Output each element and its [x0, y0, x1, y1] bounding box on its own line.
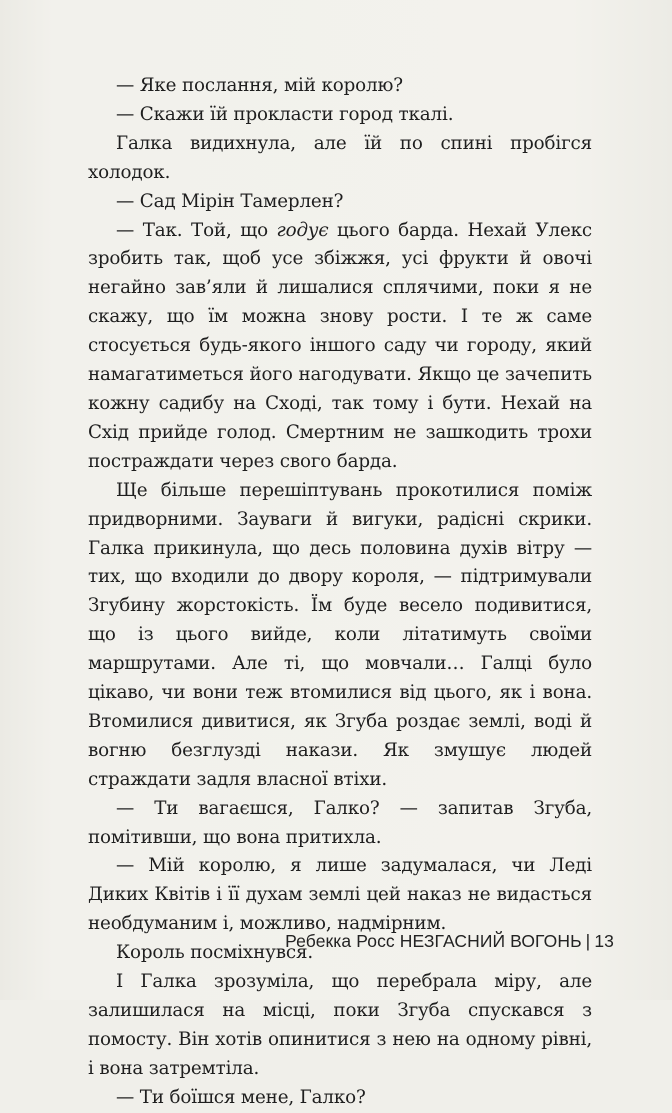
paragraph: — Ти боїшся мене, Галко?	[116, 1086, 366, 1108]
paragraph: — Сад Мірін Тамерлен?	[116, 190, 344, 212]
paragraph: Галка видихнула, але їй по спині пробігся холодок.	[88, 132, 592, 183]
paragraph-text: — Так. Той, що	[116, 219, 277, 241]
footer-author: Ребекка Росс	[285, 931, 395, 951]
body-text	[88, 72, 592, 1113]
footer-separator: |	[585, 931, 591, 951]
paragraph	[88, 217, 592, 477]
paragraph: І Галка зрозуміла, що перебрала міру, але залишилася на місці, поки Згуба спускався з помосту. Він хотів опинитися з нею на одному рівні, і вона затремтіла.	[88, 971, 592, 1079]
footer-book-title: НЕЗГАСНИЙ ВОГОНЬ	[399, 931, 582, 951]
paragraph: — Мій королю, я лише задумалася, чи Леді Диких Квітів і її духам землі цей наказ не видасться необдуманим і, можливо, надмірним.	[88, 855, 592, 935]
paragraph: Ще більше перешіптувань прокотилися поміж придворними. Зауваги й вигуки, радісні скрики. Галка прикинула, що десь половина духів вітру — тих, що входили до двору короля, — підтримували Згубину жорстокість. Їм буде весело подивитися, що із цього вийде, коли літатимуть своїми маршрутами. Але ті, що мовчали… Галці було цікаво, чи вони теж втомилися від цього, як і вона. Втомилися дивитися, як Згуба роздає землі, воді й вогню безглузді накази. Як змушує людей страждати задля власної втіхи.	[88, 479, 592, 790]
emphasized-word: годує	[276, 219, 329, 241]
paragraph: Король посміхнувся.	[116, 942, 314, 964]
paragraph: — Ти вагаєшся, Галко? — запитав Згуба, помітивши, що вона притихла.	[88, 797, 592, 848]
paragraph-text: цього барда. Нехай Улекс зробить так, щоб усе збіжжя, усі фрукти й овочі негайно зав’яли й лишалися сплячими, поки я не скажу, що їм можна знову рости. І те ж саме стосується будь-якого іншого саду чи городу, який намагатиметься його нагодувати. Якщо це зачепить кожну садибу на Сході, так тому і бути. Нехай на Схід прийде голод. Смертним не зашкодить трохи постраждати через свого барда.	[88, 219, 592, 472]
paragraph: — Скажи їй прокласти город ткалі.	[116, 103, 454, 125]
running-footer	[285, 931, 614, 952]
page-number: 13	[594, 931, 614, 951]
paragraph: — Яке послання, мій королю?	[116, 75, 403, 96]
